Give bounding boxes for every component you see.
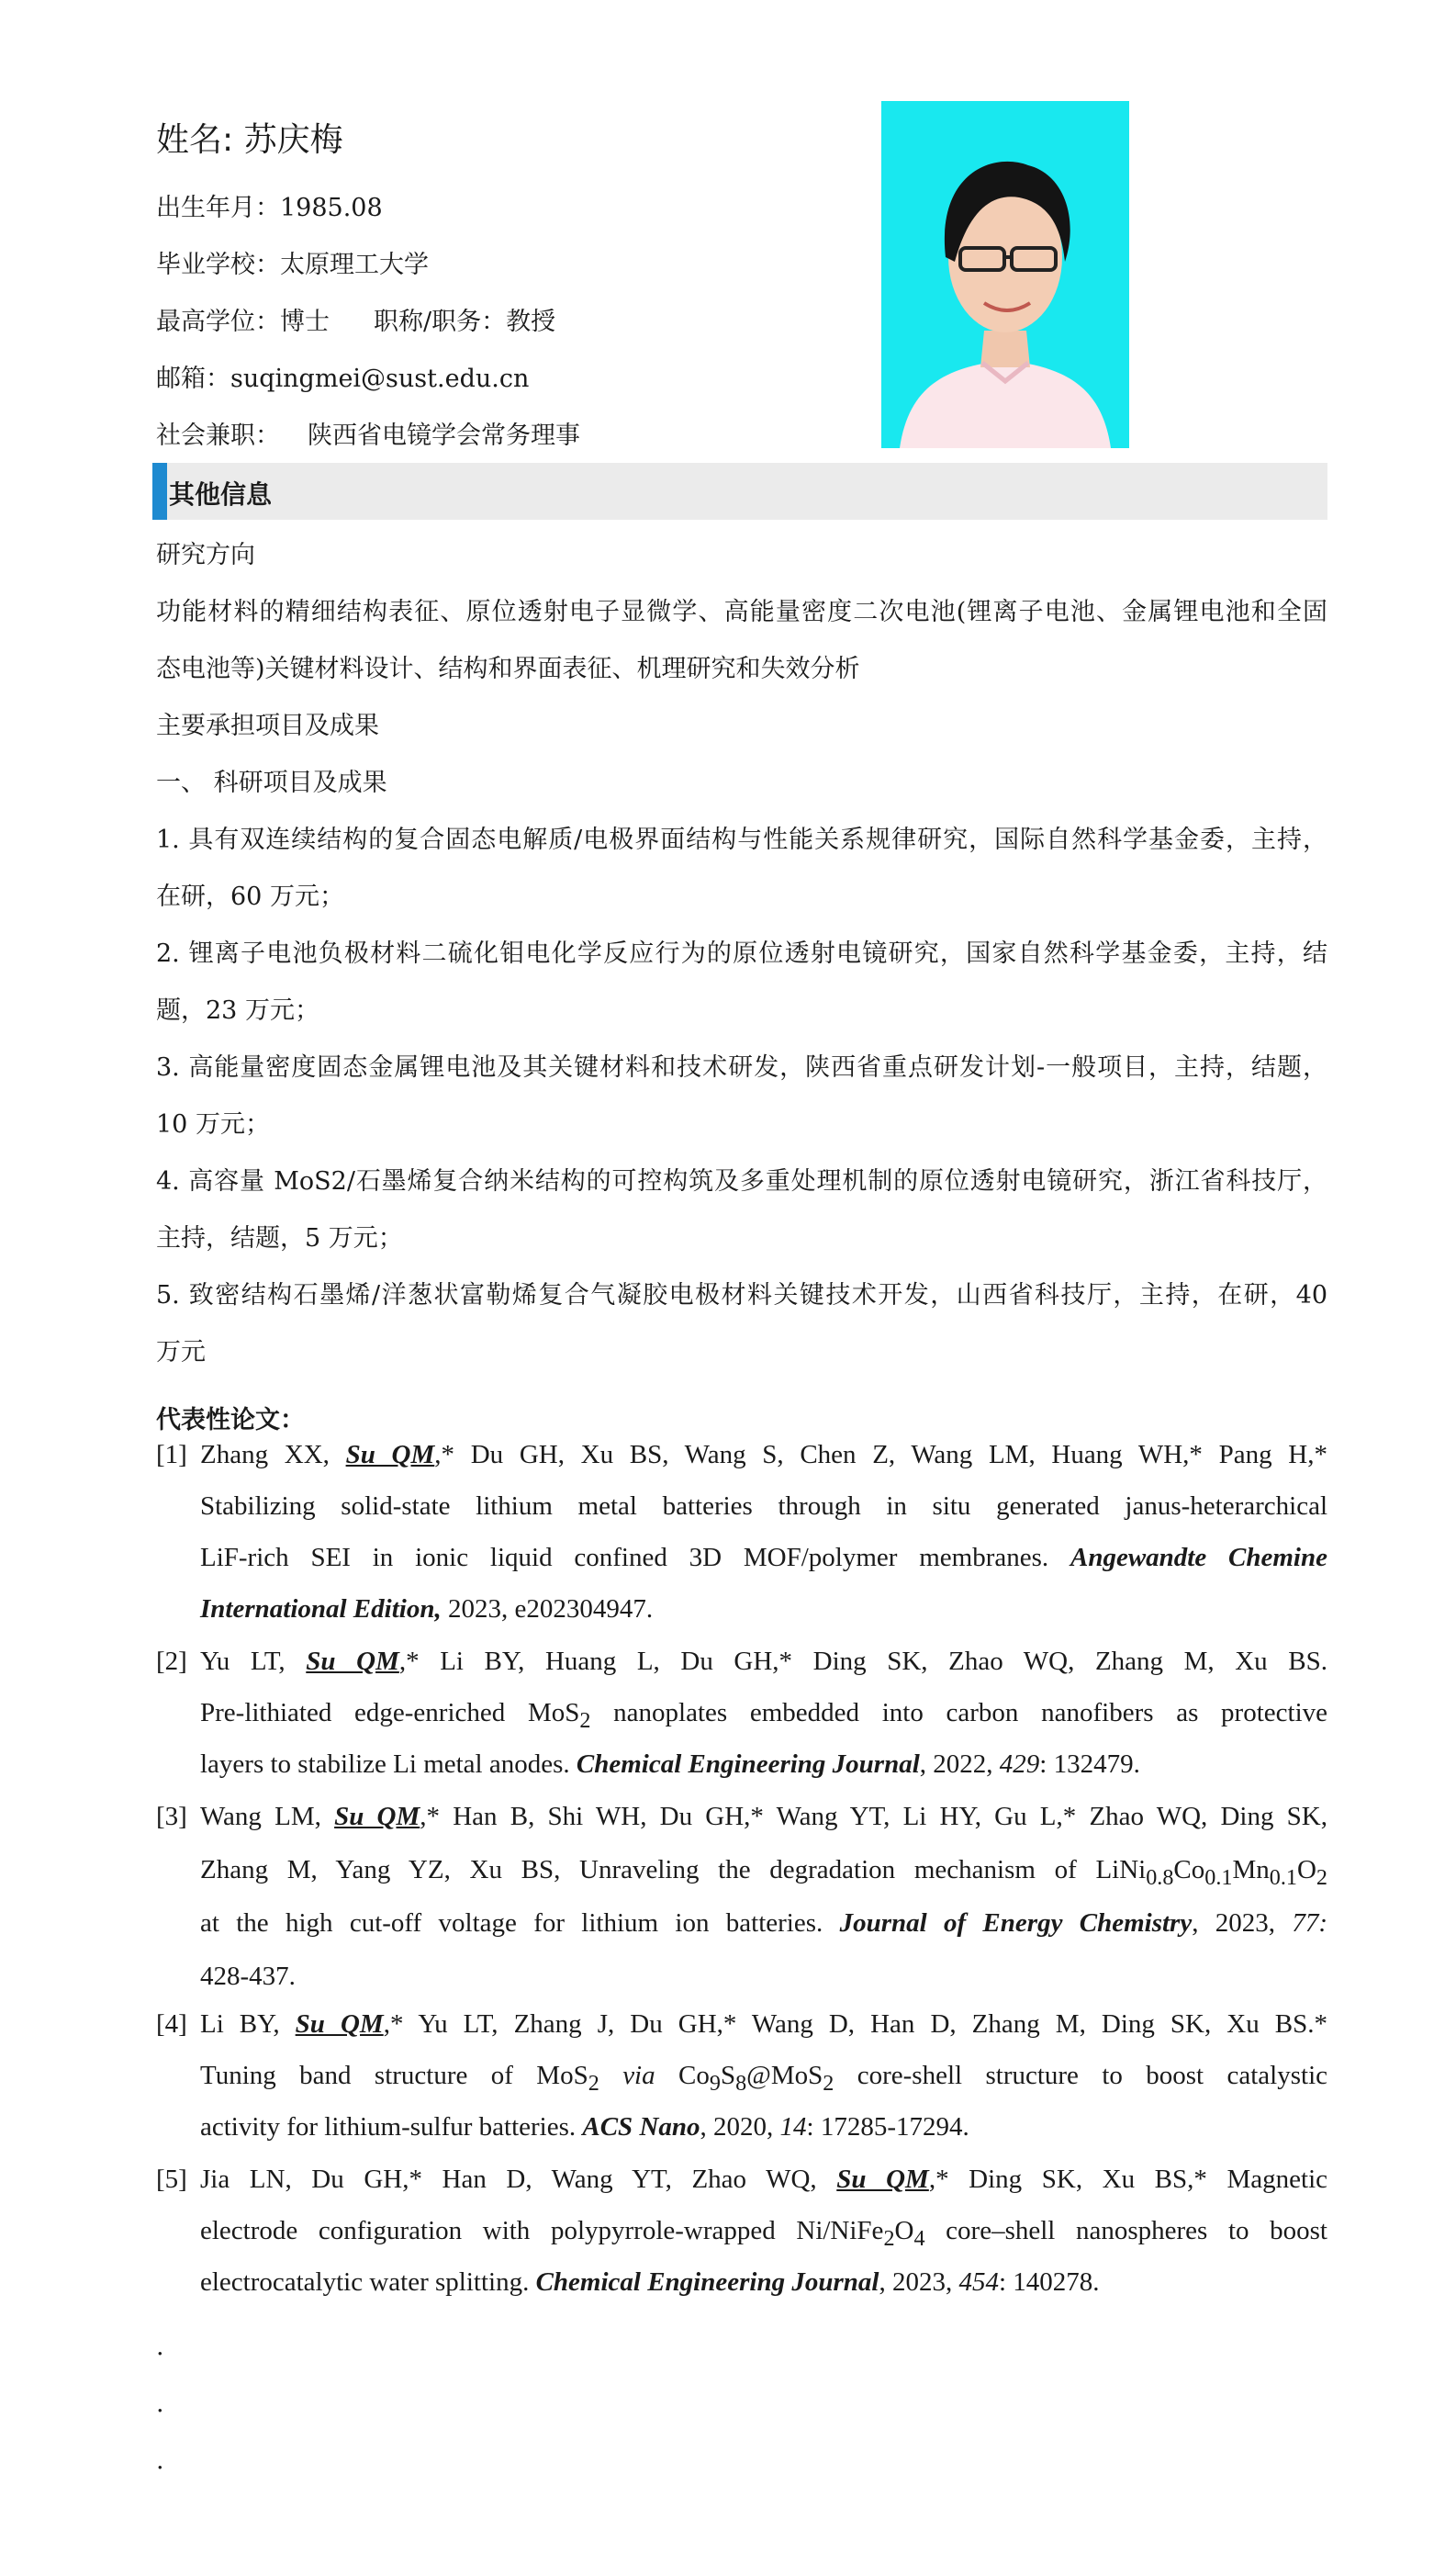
project-4-line-1: 4. 高容量 MoS2/石墨烯复合纳米结构的可控构筑及多重处理机制的原位透射电镜研究，浙江省科技厅， — [156, 1167, 1327, 1196]
paper-number: [1] — [156, 1440, 187, 1469]
society-position — [156, 415, 580, 451]
project-1-line-1: 1. 具有双连续结构的复合固态电解质/电极界面结构与性能关系规律研究，国际自然科学基金委，主持， — [156, 826, 1327, 854]
paper-line: Jia LN, Du GH,* Han D, Wang YT, Zhao WQ, Su QM,* Ding SK, Xu BS,* Magnetic — [200, 2165, 1327, 2194]
trailing-dot: . — [156, 2333, 164, 2361]
research-line-1: 功能材料的精细结构表征、原位透射电子显微学、高能量密度二次电池(锂离子电池、金属锂电池和全固 — [156, 598, 1327, 626]
trailing-dot: . — [156, 2390, 164, 2418]
graduate-school: 毕业学校：太原理工大学 — [156, 251, 429, 279]
author-highlight: Su QM — [345, 1440, 435, 1469]
paper-number: [3] — [156, 1802, 187, 1831]
paper-line: Tuning band structure of MoS$_2$ via $Co_9S_8@MoS_2$ core-shell structure to boost catalystic — [200, 2061, 1327, 2096]
research-line-2: 态电池等)关键材料设计、结构和界面表征、机理研究和失效分析 — [156, 655, 860, 683]
society-label: 社会兼职： — [156, 422, 280, 450]
paper-line: Pre-lithiated edge-enriched MoS$_2$ nanoplates embedded into carbon nanofibers as protective — [200, 1698, 1327, 1733]
paper-line: Yu LT, Su QM,* Li BY, Huang L, Du GH,* Ding SK, Zhao WQ, Zhang M, Xu BS. — [200, 1647, 1327, 1676]
paper-line: Zhang XX, Su QM,* Du GH, Xu BS, Wang S, Chen Z, Wang LM, Huang WH,* Pang H,* — [200, 1440, 1327, 1469]
degree-and-title — [156, 301, 555, 337]
author-highlight: Su QM — [836, 2165, 929, 2194]
paper-line: Wang LM, Su QM,* Han B, Shi WH, Du GH,* Wang YT, Li HY, Gu L,* Zhao WQ, Ding SK, — [200, 1802, 1327, 1831]
paper-number: [4] — [156, 2009, 187, 2039]
project-5-line-1: 5. 致密结构石墨烯/洋葱状富勒烯复合气凝胶电极材料关键技术开发，山西省科技厅，主持，在研，40 — [156, 1281, 1327, 1310]
paper-line: Li BY, Su QM,* Yu LT, Zhang J, Du GH,* Wang D, Han D, Zhang M, Ding SK, Xu BS.* — [200, 2009, 1327, 2039]
project-2-line-2: 题，23 万元； — [156, 996, 319, 1025]
journal-name: Journal of Energy Chemistry — [839, 1908, 1193, 1938]
paper-line: at the high cut-off voltage for lithium ion batteries. Journal of Energy Chemistry, 2023, 77: — [200, 1908, 1327, 1938]
paper-line: layers to stabilize Li metal anodes. Chemical Engineering Journal, 2022, 429: 132479. — [200, 1749, 1140, 1779]
project-1-line-2: 在研，60 万元； — [156, 883, 344, 911]
person-name: 姓名: 苏庆梅 — [156, 121, 343, 159]
project-5-line-2: 万元 — [156, 1338, 206, 1366]
paper-number: [5] — [156, 2165, 187, 2194]
projects-subheading: 一、 科研项目及成果 — [156, 769, 387, 797]
society-value: 陕西省电镜学会常务理事 — [308, 422, 580, 450]
paper-line: electrocatalytic water splitting. Chemical Engineering Journal, 2023, 454: 140278. — [200, 2267, 1100, 2297]
project-3-line-1: 3. 高能量密度固态金属锂电池及其关键材料和技术研发，陕西省重点研发计划-一般项目，主持，结题， — [156, 1053, 1327, 1082]
projects-heading: 主要承担项目及成果 — [156, 712, 379, 740]
paper-line: Stabilizing solid-state lithium metal batteries through in situ generated janus-heterarchical — [200, 1491, 1327, 1521]
section-accent-bar — [152, 463, 167, 520]
birth-date: 出生年月：1985.08 — [156, 194, 383, 222]
journal-name: Angewandte Chemine — [1070, 1543, 1327, 1572]
papers-heading: 代表性论文： — [156, 1406, 305, 1434]
journal-name: International Edition, — [200, 1594, 442, 1624]
author-highlight: Su QM — [295, 2009, 384, 2039]
project-4-line-2: 主持，结题，5 万元； — [156, 1224, 403, 1253]
paper-line: 428-437. — [200, 1962, 296, 1991]
journal-name: Chemical Engineering Journal — [535, 2267, 879, 2297]
trailing-dot: . — [156, 2446, 164, 2475]
research-heading: 研究方向 — [156, 541, 255, 569]
author-highlight: Su QM — [334, 1802, 420, 1831]
job-title: 职称/职务：教授 — [374, 308, 556, 336]
project-3-line-2: 10 万元； — [156, 1110, 270, 1139]
journal-name: ACS Nano — [582, 2112, 700, 2142]
profile-photo — [881, 101, 1129, 448]
section-header-other-info — [152, 463, 1327, 520]
degree: 最高学位：博士 — [156, 308, 330, 336]
paper-line: LiF-rich SEI in ionic liquid confined 3D MOF/polymer membranes. Angewandte Chemine — [200, 1543, 1327, 1572]
project-2-line-1: 2. 锂离子电池负极材料二硫化钼电化学反应行为的原位透射电镜研究，国家自然科学基金委，主持，结 — [156, 939, 1327, 968]
paper-line: activity for lithium-sulfur batteries. ACS Nano, 2020, 14: 17285-17294. — [200, 2112, 969, 2142]
paper-line: electrode configuration with polypyrrole-wrapped $Ni/NiFe_2O_4$ core–shell nanospheres to boost — [200, 2216, 1327, 2251]
author-highlight: Su QM — [306, 1647, 399, 1676]
email: 邮箱：suqingmei@sust.edu.cn — [156, 365, 530, 393]
section-title: 其他信息 — [169, 479, 273, 510]
paper-line: Zhang M, Yang YZ, Xu BS, Unraveling the degradation mechanism of $LiNi_{0.8}Co_{0.1}Mn_{0.1}O_2$ — [200, 1855, 1327, 1890]
paper-number: [2] — [156, 1647, 187, 1676]
journal-name: Chemical Engineering Journal — [576, 1749, 920, 1779]
paper-line: International Edition, 2023, e202304947. — [200, 1594, 654, 1624]
